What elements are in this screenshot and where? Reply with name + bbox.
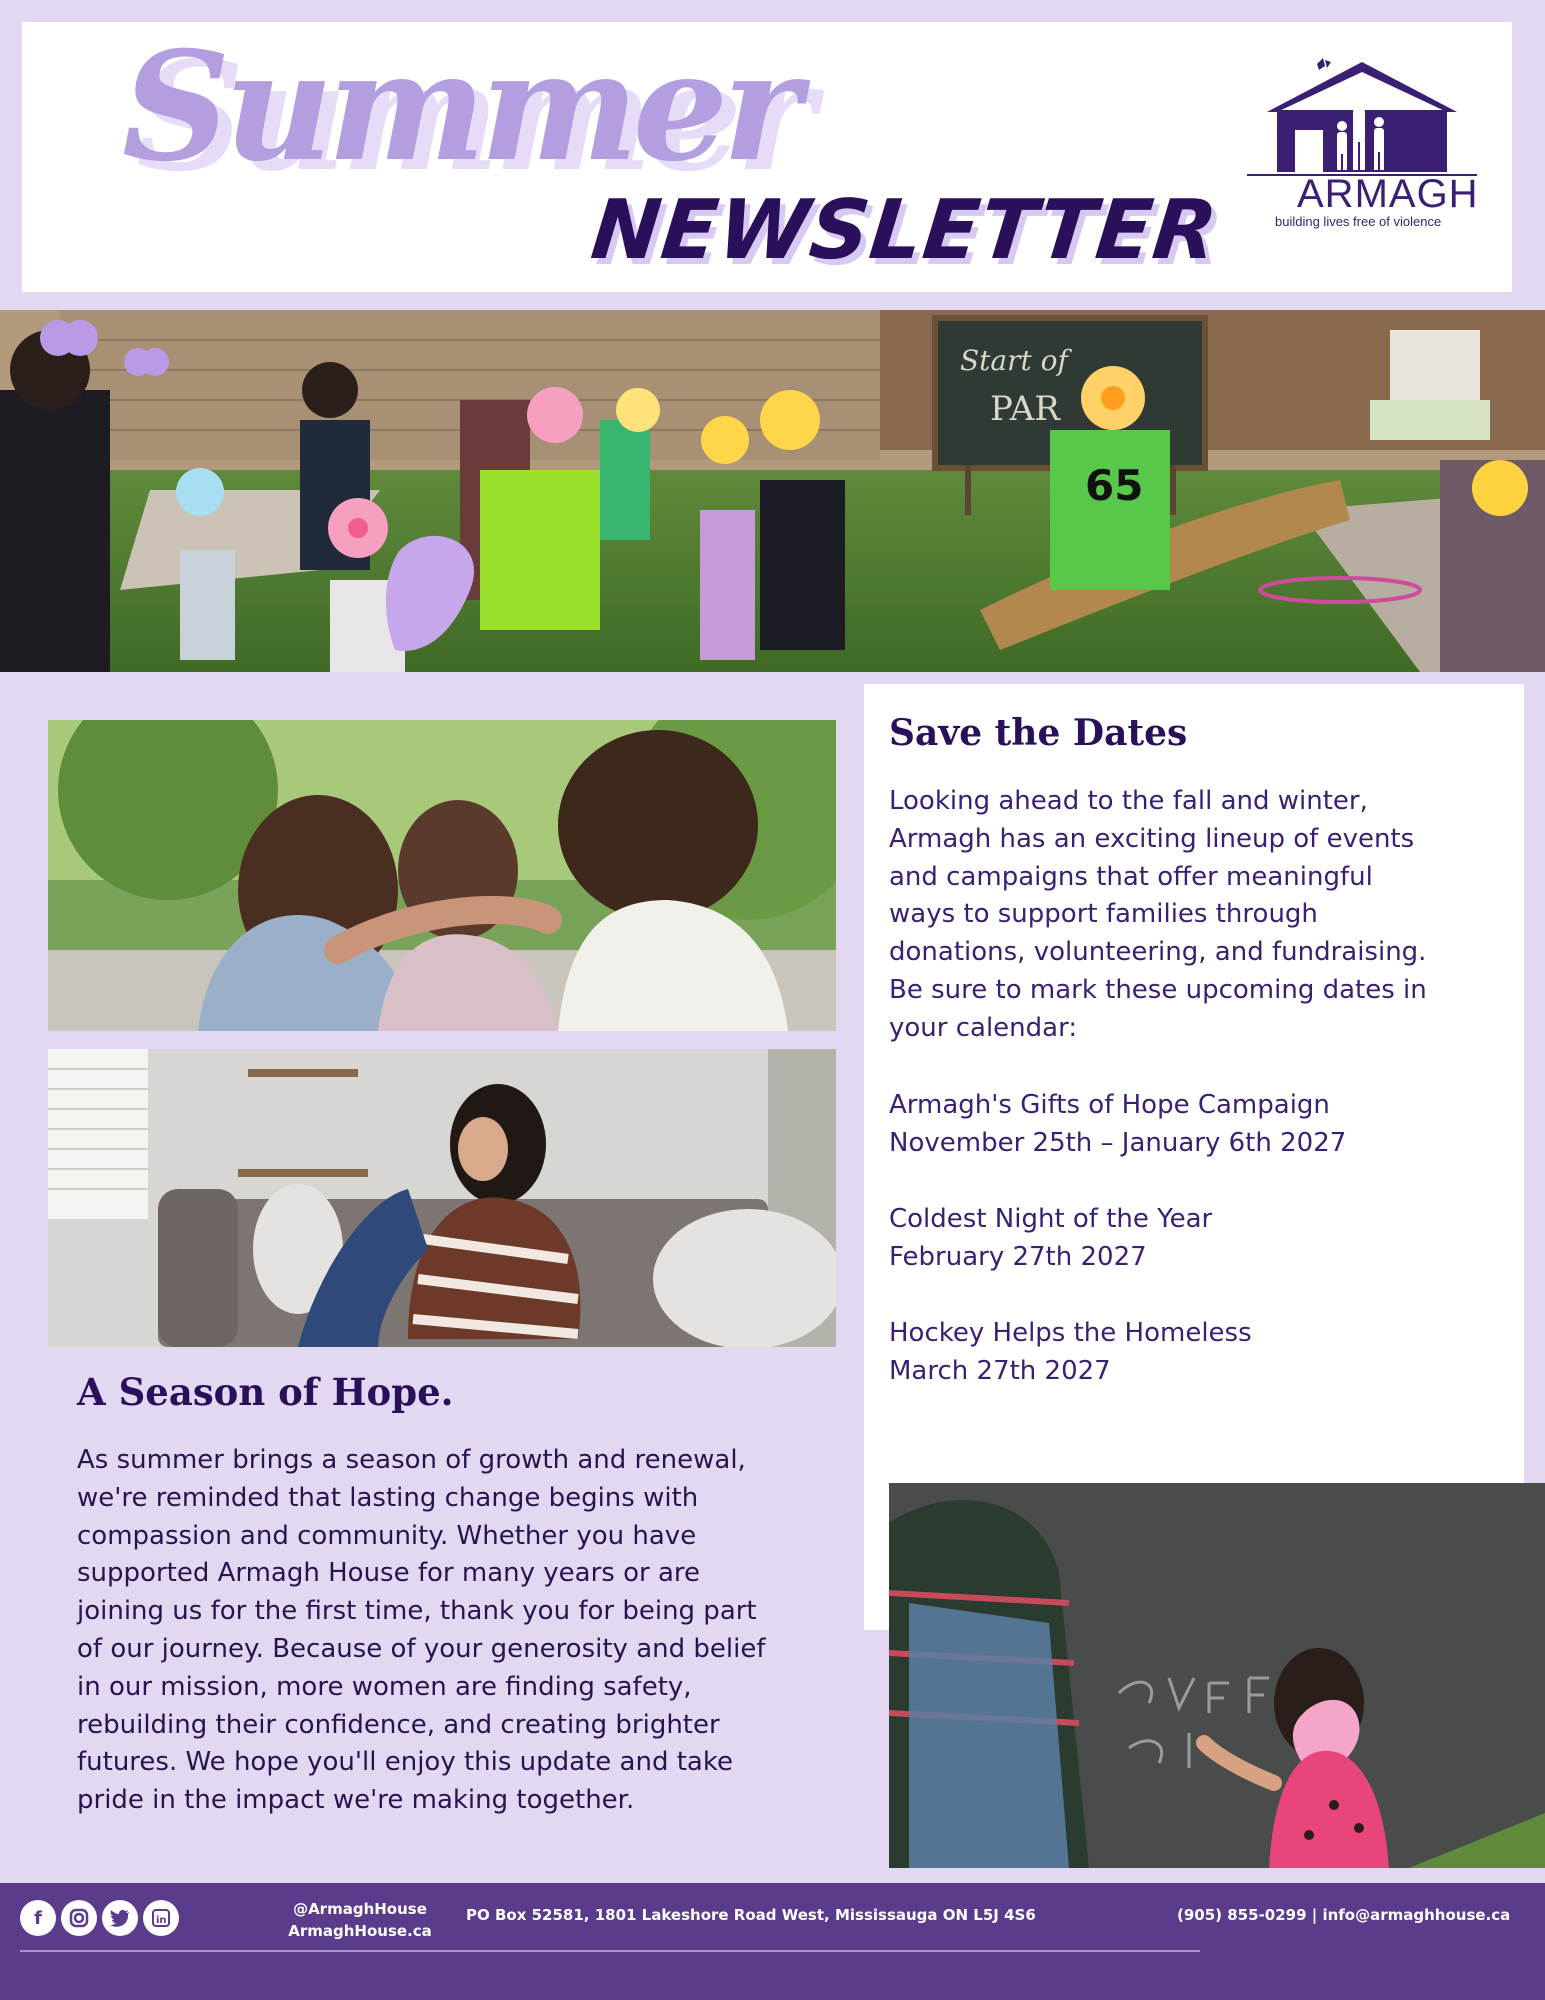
event-gifts-of-hope (889, 1087, 1346, 1163)
contact-info[interactable]: (905) 855-0299 | info@armaghhouse.ca (1177, 1906, 1511, 1924)
intro-line: donations, volunteering, and fundraising. (889, 937, 1427, 968)
season-of-hope-body (77, 1442, 817, 1820)
intro-line: ways to support families through (889, 899, 1318, 930)
event-coldest-night (889, 1201, 1212, 1277)
body-line: supported Armagh House for many years or are (77, 1558, 700, 1589)
twitter-icon[interactable] (102, 1900, 138, 1936)
social-links (20, 1900, 179, 1936)
body-line: in our mission, more women are finding safety, (77, 1671, 692, 1702)
svg-text:65: 65 (1085, 461, 1144, 510)
instagram-icon[interactable] (61, 1900, 97, 1936)
event-name: Hockey Helps the Homeless (889, 1318, 1252, 1348)
photo-woman-on-couch (48, 1049, 836, 1347)
intro-line: and campaigns that offer meaningful (889, 861, 1373, 892)
event-name: Coldest Night of the Year (889, 1204, 1213, 1234)
intro-line: Looking ahead to the fall and winter, (889, 786, 1368, 816)
body-line: rebuilding their confidence, and creating brighter (77, 1709, 720, 1740)
section-title-save-the-dates: Save the Dates (889, 712, 1188, 754)
facebook-icon[interactable]: f (20, 1900, 56, 1936)
title-summer: Summer (122, 19, 796, 195)
newsletter-header (22, 19, 1512, 292)
intro-line: Armagh has an exciting lineup of events (889, 823, 1415, 854)
body-line: compassion and community. Whether you have (77, 1520, 697, 1551)
event-date: November 25th – January 6th 2027 (889, 1127, 1347, 1158)
save-the-dates-intro (889, 783, 1509, 1048)
event-date: February 27th 2027 (889, 1241, 1147, 1272)
body-line: futures. We hope you'll enjoy this update and take (77, 1747, 733, 1778)
event-date: March 27th 2027 (889, 1355, 1111, 1386)
section-title-season-of-hope: A Season of Hope. (77, 1370, 454, 1414)
footer-divider (20, 1950, 1200, 1952)
intro-line: your calendar: (889, 1012, 1078, 1043)
body-line: we're reminded that lasting change begins with (77, 1482, 699, 1513)
social-handle[interactable]: @ArmaghHouse (293, 1900, 427, 1918)
event-name: Armagh's Gifts of Hope Campaign (889, 1090, 1330, 1120)
social-handle-block (280, 1898, 440, 1942)
body-line: pride in the impact we're making together. (77, 1785, 635, 1816)
mailing-address: PO Box 52581, 1801 Lakeshore Road West, Mississauga ON L5J 4S6 (466, 1906, 1036, 1924)
hero-photo-summer-party (0, 310, 1545, 672)
svg-text:PAR: PAR (990, 389, 1060, 429)
body-line: As summer brings a season of growth and renewal, (77, 1445, 746, 1475)
title-newsletter: NEWSLETTER (587, 183, 1223, 278)
body-line: joining us for the first time, thank you for being part (77, 1596, 757, 1627)
photo-child-chalkboard (889, 1483, 1545, 1868)
svg-text:Start of: Start of (960, 344, 1068, 377)
event-hockey-helps (889, 1315, 1252, 1391)
footer (0, 1883, 1545, 2000)
website-link[interactable]: ArmaghHouse.ca (288, 1922, 432, 1940)
logo-tagline: building lives free of violence (1275, 214, 1442, 229)
photo-three-women-hugging (48, 720, 836, 1031)
logo-wordmark: ARMAGH (1297, 172, 1479, 216)
intro-line: Be sure to mark these upcoming dates in (889, 974, 1427, 1005)
armagh-logo[interactable] (1247, 52, 1477, 232)
body-line: of our journey. Because of your generosity and belief (77, 1633, 766, 1664)
svg-text:in: in (156, 1915, 167, 1926)
house-family-icon (1247, 52, 1477, 177)
linkedin-icon[interactable] (143, 1900, 179, 1936)
